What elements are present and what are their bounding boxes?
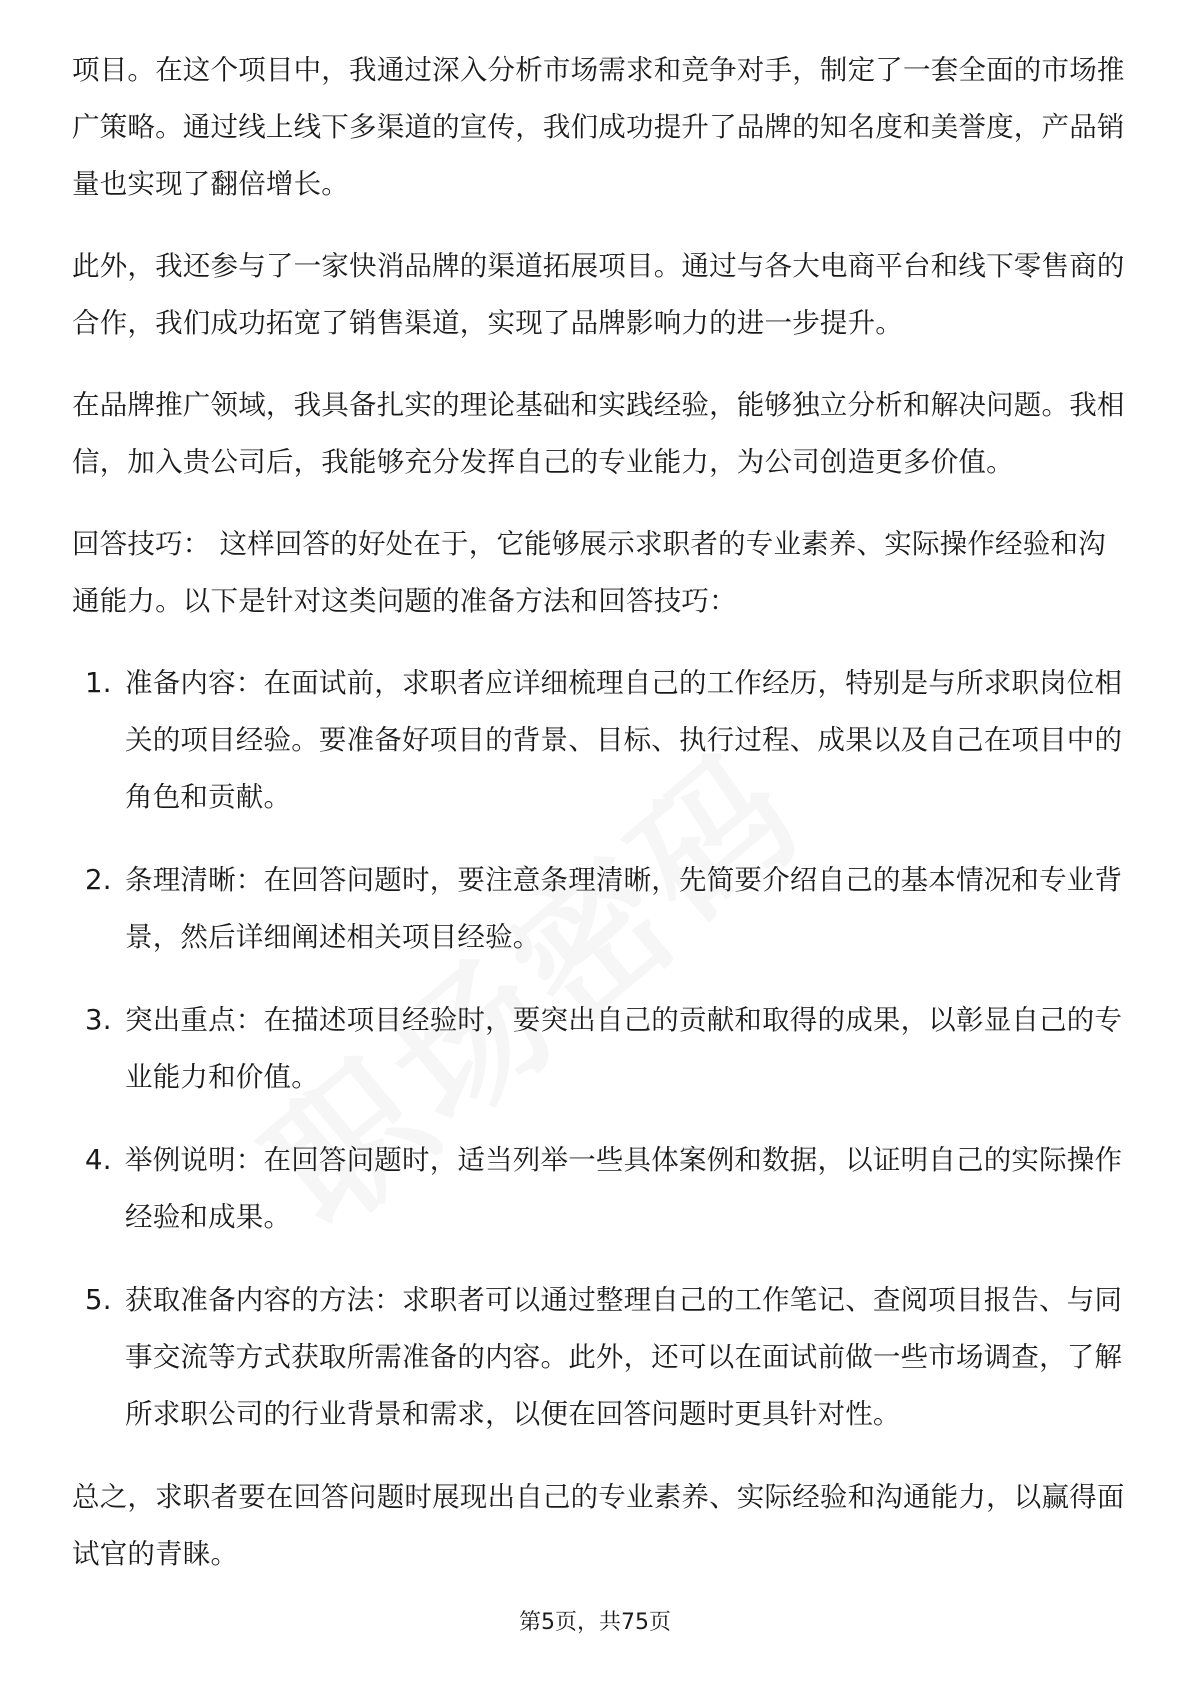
list-item — [72, 992, 1128, 1106]
list-item-number: 3. — [85, 1004, 112, 1036]
paragraph-conclusion: 总之，求职者要在回答问题时展现出自己的专业素养、实际经验和沟通能力，以赢得面试官的青睐。 — [72, 1481, 1125, 1570]
list-item-number: 2. — [85, 864, 112, 896]
list-item-text: 举例说明：在回答问题时，适当列举一些具体案例和数据，以证明自己的实际操作经验和成果。 — [125, 1144, 1123, 1233]
list-item — [72, 852, 1128, 966]
list-item-text: 条理清晰：在回答问题时，要注意条理清晰，先简要介绍自己的基本情况和专业背景，然后详细阐述相关项目经验。 — [125, 864, 1123, 953]
list-item-text: 突出重点：在描述项目经验时，要突出自己的贡献和取得的成果，以彰显自己的专业能力和价值。 — [125, 1004, 1123, 1093]
paragraph-self-assessment: 在品牌推广领域，我具备扎实的理论基础和实践经验，能够独立分析和解决问题。我相信，加入贵公司后，我能够充分发挥自己的专业能力，为公司创造更多价值。 — [72, 389, 1125, 478]
page-number: 第5页，共75页 — [519, 1610, 671, 1635]
list-item-text: 准备内容：在面试前，求职者应详细梳理自己的工作经历，特别是与所求职岗位相关的项目经验。要准备好项目的背景、目标、执行过程、成果以及自己在项目中的角色和贡献。 — [125, 667, 1123, 813]
list-item — [72, 655, 1128, 826]
list-item-number: 1. — [85, 667, 112, 699]
paragraph-channel-expansion: 此外，我还参与了一家快消品牌的渠道拓展项目。通过与各大电商平台和线下零售商的合作，我们成功拓宽了销售渠道，实现了品牌影响力的进一步提升。 — [72, 250, 1125, 339]
list-item — [72, 1132, 1128, 1246]
document-body — [72, 42, 1128, 1608]
list-item-text: 获取准备内容的方法：求职者可以通过整理自己的工作笔记、查阅项目报告、与同事交流等方式获取所需准备的内容。此外，还可以在面试前做一些市场调查，了解所求职公司的行业背景和需求，以便在回答问题时更具针对性。 — [125, 1284, 1123, 1430]
list-item-number: 5. — [85, 1284, 112, 1316]
paragraph-project-result: 项目。在这个项目中，我通过深入分析市场需求和竞争对手，制定了一套全面的市场推广策略。通过线上线下多渠道的宣传，我们成功提升了品牌的知名度和美誉度，产品销量也实现了翻倍增长。 — [72, 54, 1125, 200]
list-item-number: 4. — [85, 1144, 112, 1176]
tips-list — [72, 655, 1128, 1443]
paragraph-answer-tips: 回答技巧： 这样回答的好处在于，它能够展示求职者的专业素养、实际操作经验和沟通能力。以下是针对这类问题的准备方法和回答技巧： — [72, 528, 1106, 617]
list-item — [72, 1272, 1128, 1443]
